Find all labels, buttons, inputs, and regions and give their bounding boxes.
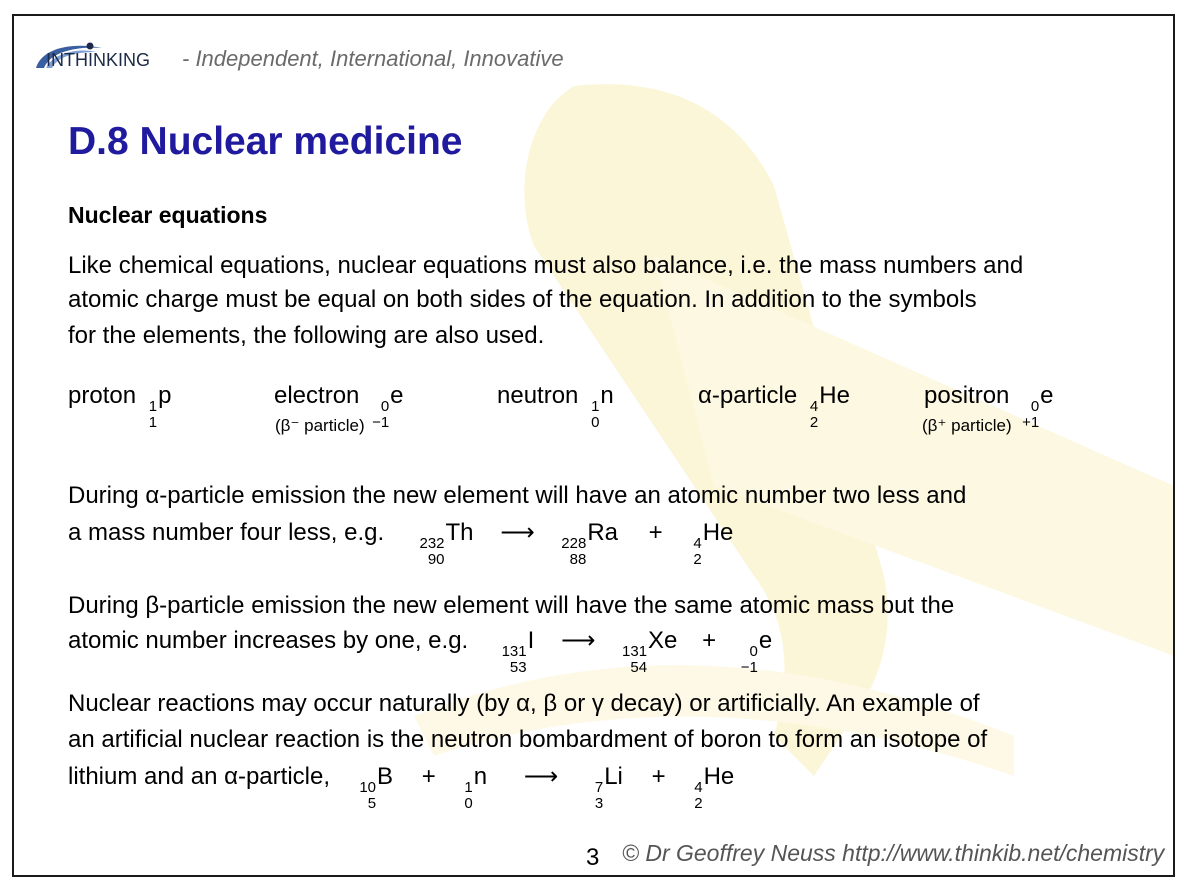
nuclide-thorium [419, 519, 473, 568]
inthinking-logo [32, 38, 192, 78]
particle-neutron [497, 382, 614, 431]
nuclide-helium [693, 519, 733, 568]
mass-number: 10 [359, 779, 377, 796]
intro-line-3: for the elements, the following are also used. [68, 322, 545, 349]
element-symbol: Ra [587, 519, 618, 546]
atomic-number: 0 [464, 795, 473, 812]
copyright-link: © Dr Geoffrey Neuss http://www.thinkib.net/chemistry [622, 840, 1165, 866]
mass-number: 4 [693, 535, 702, 552]
particle-name: proton [68, 382, 137, 409]
mass-number: 0 [1030, 398, 1040, 415]
artificial-line-3 [68, 762, 734, 812]
intro-line-1: Like chemical equations, nuclear equations must also balance, i.e. the mass numbers and [68, 252, 1024, 279]
page-title: D.8 Nuclear medicine [68, 120, 463, 163]
element-symbol: Li [604, 763, 623, 790]
element-symbol: He [819, 382, 850, 409]
atomic-number: 90 [427, 551, 445, 568]
element-symbol: He [702, 519, 734, 546]
mass-number: 7 [594, 779, 604, 796]
nuclide-boron [359, 763, 393, 812]
mass-number: 0 [749, 643, 758, 660]
atomic-number: 2 [809, 414, 819, 431]
watermark-curve [414, 665, 1014, 776]
particle-name: electron [274, 382, 360, 409]
atomic-number: 2 [693, 551, 702, 568]
mass-number: 0 [380, 398, 390, 415]
nuclide-iodine [502, 627, 535, 676]
particle-name: neutron [497, 382, 579, 409]
atomic-number: 5 [367, 795, 377, 812]
artificial-line-1: Nuclear reactions may occur naturally (by α, β or γ decay) or artificially. An example of [68, 690, 980, 717]
section-subheading: Nuclear equations [68, 202, 268, 228]
intro-line-2: atomic charge must be equal on both sides of the equation. In addition to the symbols [68, 286, 977, 313]
atomic-number: 1 [148, 414, 158, 431]
artificial-line-3-text: lithium and an α-particle, [68, 763, 330, 790]
mass-number: 131 [501, 643, 527, 660]
plus-sign: + [421, 763, 436, 790]
element-symbol: n [473, 763, 488, 790]
mass-number: 4 [809, 398, 819, 415]
element-symbol: Th [445, 519, 474, 546]
element-symbol: e [758, 627, 773, 654]
alpha-line-2-text: a mass number four less, e.g. [68, 519, 385, 546]
beta-line-2 [68, 626, 772, 676]
alpha-line-1: During α-particle emission the new element will have an atomic number two less and [68, 482, 967, 509]
mass-number: 1 [148, 398, 158, 415]
beta-line-2-text: atomic number increases by one, e.g. [68, 627, 469, 654]
arrow-icon: ⟶ [500, 519, 535, 546]
mass-number: 4 [694, 779, 703, 796]
page-number: 3 [586, 844, 600, 871]
atomic-number: 0 [591, 414, 600, 431]
alpha-line-2 [68, 518, 733, 568]
mass-number: 131 [622, 643, 648, 660]
mass-number: 1 [591, 398, 600, 415]
artificial-line-2: an artificial nuclear reaction is the neutron bombardment of boron to form an isotope of [68, 726, 988, 753]
particle-name: positron [924, 382, 1010, 409]
atomic-number: −1 [372, 414, 390, 431]
particle-alpha [698, 382, 850, 431]
plus-sign: + [648, 519, 663, 546]
mass-number: 1 [464, 779, 473, 796]
nuclide-electron [741, 627, 772, 676]
element-symbol: n [600, 382, 614, 409]
nuclide-lithium [595, 763, 623, 812]
element-symbol: e [1040, 382, 1054, 409]
atomic-number: 53 [509, 659, 527, 676]
arrow-icon: ⟶ [560, 627, 596, 654]
particle-proton [68, 382, 171, 431]
beta-line-1: During β-particle emission the new element will have the same atomic mass but the [68, 592, 955, 619]
neutron-symbol [591, 382, 614, 431]
nuclide-xenon [622, 627, 677, 676]
mass-number: 232 [419, 535, 445, 552]
atomic-number: 3 [594, 795, 604, 812]
mass-number: 228 [561, 535, 587, 552]
element-symbol: Xe [648, 627, 678, 654]
atomic-number: +1 [1022, 414, 1040, 431]
atomic-number: 54 [630, 659, 648, 676]
proton-symbol [149, 382, 172, 431]
plus-sign: + [651, 763, 666, 790]
slide [12, 14, 1175, 877]
arrow-icon: ⟶ [523, 763, 559, 790]
logo-text: INTHINKING [46, 50, 151, 70]
plus-sign: + [702, 627, 717, 654]
electron-symbol [372, 382, 403, 431]
tagline: - Independent, International, Innovative [182, 46, 564, 71]
atomic-number: −1 [740, 659, 758, 676]
nuclide-helium [694, 763, 734, 812]
atomic-number: 2 [694, 795, 703, 812]
element-symbol: B [377, 763, 394, 790]
alpha-symbol [810, 382, 850, 431]
nuclide-radium [561, 519, 618, 568]
atomic-number: 88 [569, 551, 587, 568]
nuclide-neutron [464, 763, 487, 812]
element-symbol: p [158, 382, 172, 409]
element-symbol: e [390, 382, 404, 409]
element-symbol: He [703, 763, 735, 790]
element-symbol: I [527, 627, 535, 654]
positron-symbol [1022, 382, 1053, 431]
electron-note: (β⁻ particle) [275, 416, 365, 435]
particle-name: α-particle [698, 382, 798, 409]
positron-note: (β⁺ particle) [922, 416, 1012, 435]
